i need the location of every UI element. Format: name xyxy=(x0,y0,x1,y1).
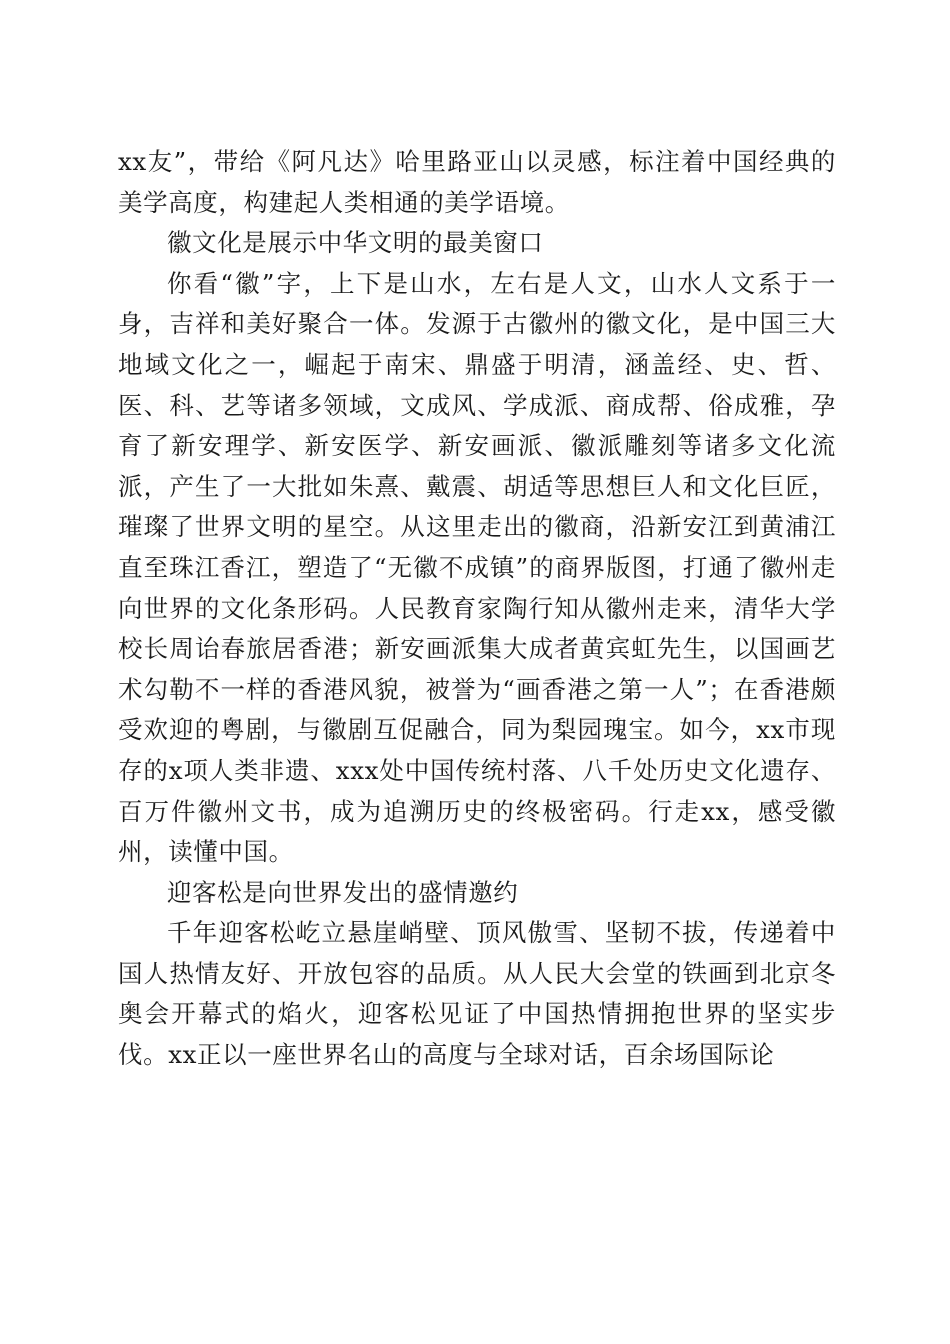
document-body xyxy=(118,142,836,1076)
paragraph-hui-culture: 你看“徽”字，上下是山水，左右是人文，山水人文系于一身，吉祥和美好聚合一体。发源于古徽州的徽文化，是中国三大地域文化之一，崛起于南宋、鼎盛于明清，涵盖经、史、哲、医、科、艺等诸多领域，文成风、学成派、商成帮、俗成雅，孕育了新安理学、新安医学、新安画派、徽派雕刻等诸多文化流派，产生了一大批如朱熹、戴震、胡适等思想巨人和文化巨匠，璀璨了世界文明的星空。从这里走出的徽商，沿新安江到黄浦江直至珠江香江，塑造了“无徽不成镇”的商界版图，打通了徽州走向世界的文化条形码。人民教育家陶行知从徽州走来，清华大学校长周诒春旅居香港；新安画派集大成者黄宾虹先生，以国画艺术勾勒不一样的香港风貌，被誉为“画香港之第一人”；在香港颇受欢迎的粤剧，与徽剧互促融合，同为梨园瑰宝。如今，xx市现存的x项人类非遗、xxx处中国传统村落、八千处历史文化遗存、百万件徽州文书，成为追溯历史的终极密码。行走xx，感受徽州，读懂中国。 xyxy=(118,268,836,867)
paragraph-welcoming-pine: 千年迎客松屹立悬崖峭壁、顶风傲雪、坚韧不拔，传递着中国人热情友好、开放包容的品质。从人民大会堂的铁画到北京冬奥会开幕式的焰火，迎客松见证了中国热情拥抱世界的坚实步伐。xx正以一座世界名山的高度与全球对话，百余场国际论 xyxy=(118,918,836,1070)
section-heading-hui-culture: 徽文化是展示中华文明的最美窗口 xyxy=(167,228,544,258)
paragraph-continuation: xx友”，带给《阿凡达》哈里路亚山以灵感，标注着中国经典的美学高度，构建起人类相通的美学语境。 xyxy=(118,147,836,217)
section-heading-welcoming-pine: 迎客松是向世界发出的盛情邀约 xyxy=(167,877,519,907)
